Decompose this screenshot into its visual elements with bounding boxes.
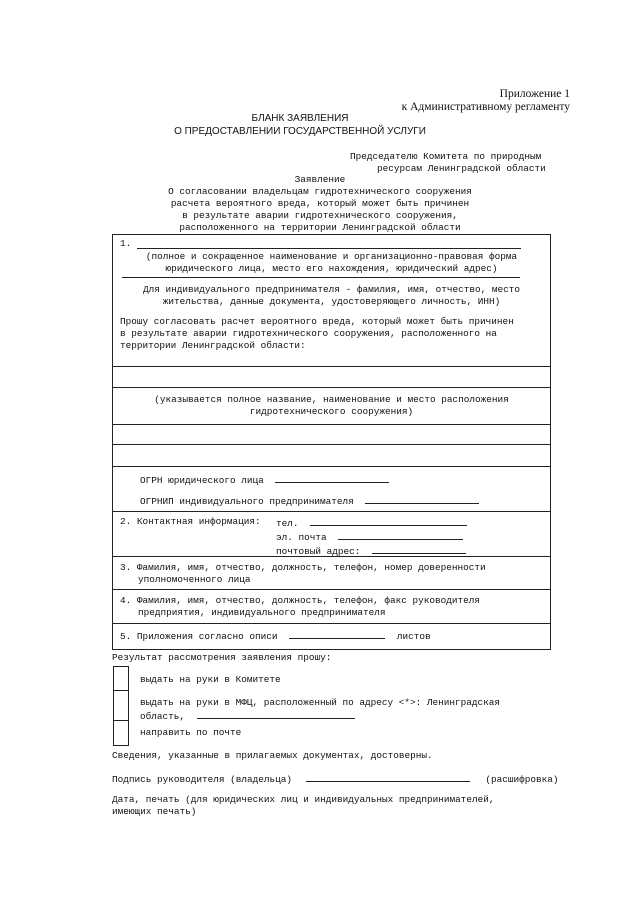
option2-line2: область, (140, 711, 186, 722)
section1-hint2 (112, 284, 551, 308)
ogrnip-label: ОГРНИП индивидуального предпринимателя (140, 496, 354, 507)
hint1-line1: (полное и сокращенное наименование и организационно-правовая форма (145, 251, 518, 262)
attachments-count-field[interactable] (289, 629, 385, 639)
hint1-line2: юридического лица, место его нахождения, юридический адрес) (165, 263, 498, 274)
appendix-line2: к Административному регламенту (401, 101, 570, 113)
statement-line4: расположенного на территории Ленинградской области (179, 222, 461, 233)
ip-name-line[interactable] (122, 277, 520, 278)
postal-field[interactable] (372, 544, 466, 554)
gts-line-2[interactable] (112, 387, 551, 388)
gts-line-4[interactable] (112, 444, 551, 445)
section3 (120, 562, 486, 586)
email-label: эл. почта (276, 532, 327, 543)
request-line1: Прошу согласовать расчет вероятного вреда, который может быть причинен (120, 316, 514, 327)
org-name-line[interactable] (137, 248, 521, 249)
phone-field[interactable] (310, 516, 467, 526)
confirm-text: Сведения, указанные в прилагаемых документах, достоверны. (112, 750, 433, 761)
hint2-line2: жительства, данные документа, удостоверяющего личность, ИНН) (162, 296, 501, 307)
request-line2: в результате аварии гидротехнического сооружения, расположенного на (120, 328, 497, 339)
option3-label: направить по почте (140, 727, 242, 738)
section3-line2: уполномоченного лица (138, 574, 251, 585)
statement-heading-block (120, 174, 520, 234)
option2-line1: выдать на руки в МФЦ, расположенный по адресу <*>: Ленинградская (140, 697, 501, 708)
request-line3: территории Ленинградской области: (120, 340, 306, 351)
ogrn-row (140, 473, 389, 486)
option2-line2-row (140, 709, 500, 723)
gts-line-1[interactable] (112, 366, 551, 367)
appendix-note (402, 88, 570, 114)
addressee-line2: ресурсам Ленинградской области (377, 163, 546, 174)
date-line2: имеющих печать) (112, 806, 197, 817)
phone-row (276, 516, 467, 530)
option1-checkbox[interactable] (114, 667, 128, 689)
section4-line2: предприятия, индивидуального предпринимателя (138, 607, 386, 618)
signature-label: Подпись руководителя (владельца) (112, 774, 293, 785)
section1-bottom-border (112, 511, 551, 512)
ogrn-field[interactable] (275, 473, 389, 483)
signature-row (112, 772, 558, 785)
statement-line1: О согласовании владельцам гидротехнического сооружения (168, 186, 472, 197)
option3-checkbox[interactable] (114, 721, 128, 745)
statement-line2: расчета вероятного вреда, который может быть причинен (170, 198, 470, 209)
section2-label: 2. Контактная информация: (120, 516, 261, 527)
phone-label: тел. (276, 518, 299, 529)
section1-hint1 (112, 251, 551, 275)
ogrnip-field[interactable] (365, 494, 479, 504)
hint2-line1: Для индивидуального предпринимателя - фамилия, имя, отчество, место (143, 284, 520, 295)
title-line1: БЛАНК ЗАЯВЛЕНИЯ (251, 113, 349, 124)
option1-label: выдать на руки в Комитете (140, 674, 281, 685)
section1-request (120, 316, 514, 352)
section4-bottom-border (112, 623, 551, 624)
section2-bottom-border (112, 556, 551, 557)
date-line1: Дата, печать (для юридических лиц и индивидуальных предпринимателей, (112, 794, 495, 805)
hint3-line2: гидротехнического сооружения) (249, 406, 414, 417)
section5-row (120, 629, 431, 642)
section3-bottom-border (112, 589, 551, 590)
title-line2: О ПРЕДОСТАВЛЕНИИ ГОСУДАРСТВЕННОЙ УСЛУГИ (174, 126, 426, 137)
email-row (276, 530, 467, 544)
signature-suffix: (расшифровка) (485, 774, 559, 785)
gts-line-3[interactable] (112, 424, 551, 425)
postal-label: почтовый адрес: (276, 546, 361, 557)
ogrnip-row (140, 494, 479, 507)
result-heading: Результат рассмотрения заявления прошу: (112, 652, 332, 663)
addressee-line1: Председателю Комитета по природным (350, 151, 542, 162)
addressee (350, 151, 546, 175)
form-title (170, 112, 430, 138)
section1-hint3 (112, 394, 551, 418)
signature-field[interactable] (306, 772, 470, 782)
section5-suffix: листов (396, 631, 431, 642)
option2-label (140, 697, 500, 723)
option2-checkbox[interactable] (114, 691, 128, 719)
appendix-line1: Приложение 1 (499, 88, 570, 100)
email-field[interactable] (338, 530, 463, 540)
section3-line1: 3. Фамилия, имя, отчество, должность, телефон, номер доверенности (120, 562, 486, 573)
statement-line3: в результате аварии гидротехнического сооружения, (182, 210, 458, 221)
section4-line1: 4. Фамилия, имя, отчество, должность, телефон, факс руководителя (120, 595, 481, 606)
date-stamp-note (112, 794, 495, 818)
gts-line-5[interactable] (112, 466, 551, 467)
statement-heading: Заявление (294, 174, 346, 185)
section5-label: 5. Приложения согласно описи (120, 631, 278, 642)
contact-fields (276, 516, 467, 558)
ogrn-label: ОГРН юридического лица (140, 475, 264, 486)
section1-number: 1. (120, 238, 132, 249)
section4 (120, 595, 480, 619)
hint3-line1: (указывается полное название, наименование и место расположения (154, 394, 509, 405)
mfc-address-field[interactable] (197, 709, 355, 719)
